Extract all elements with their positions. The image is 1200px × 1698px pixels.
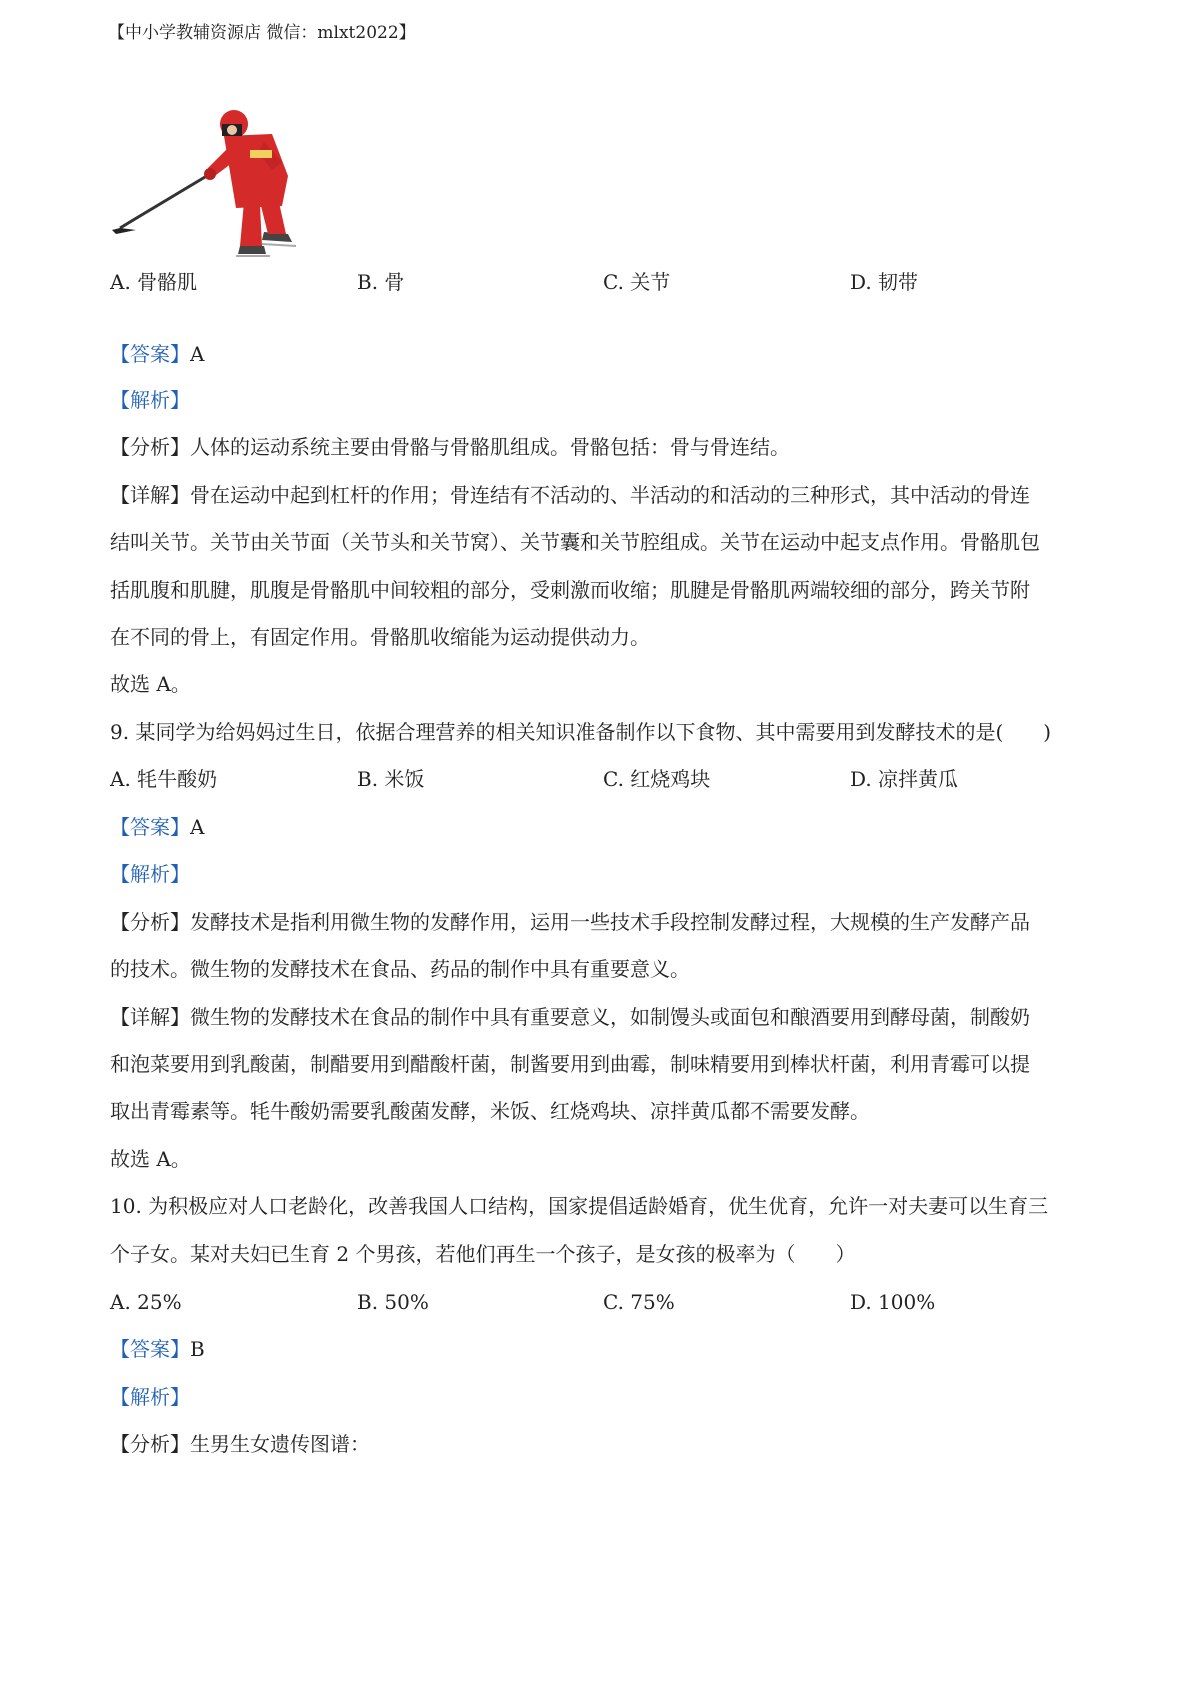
q10-option-a: A. 25% bbox=[110, 1290, 182, 1314]
q9-xiangjie-line: 【详解】微生物的发酵技术在食品的制作中具有重要意义，如制馒头或面包和酿酒要用到酵母菌，制酸奶 bbox=[110, 1005, 1030, 1029]
q8-xiangjie-line: 在不同的骨上，有固定作用。骨骼肌收缩能为运动提供动力。 bbox=[110, 625, 650, 649]
answer-value: B bbox=[190, 1337, 205, 1361]
q9-option-c: C. 红烧鸡块 bbox=[603, 767, 711, 791]
q9-fenxi-line: 的技术。微生物的发酵技术在食品、药品的制作中具有重要意义。 bbox=[110, 957, 690, 981]
answer-tag: 【答案】 bbox=[110, 342, 190, 366]
q9-conclusion: 故选 A。 bbox=[110, 1147, 191, 1171]
q10-question-line: 10. 为积极应对人口老龄化，改善我国人口结构，国家提倡适龄婚育，优生优育，允许一对夫妻可以生育三 bbox=[110, 1194, 1049, 1218]
q8-xiangjie-line: 【详解】骨在运动中起到杠杆的作用；骨连结有不活动的、半活动的和活动的三种形式，其中活动的骨连 bbox=[110, 483, 1030, 507]
q10-analysis-tag: 【解析】 bbox=[110, 1385, 190, 1409]
q8-option-b: B. 骨 bbox=[357, 270, 405, 294]
q8-xiangjie-line: 结叫关节。关节由关节面（关节头和关节窝）、关节囊和关节腔组成。关节在运动中起支点作用。骨骼肌包 bbox=[110, 530, 1040, 554]
q8-option-c: C. 关节 bbox=[603, 270, 671, 294]
q10-answer bbox=[110, 1335, 205, 1363]
q8-answer bbox=[110, 340, 204, 368]
q10-fenxi: 【分析】生男生女遗传图谱： bbox=[110, 1432, 370, 1456]
q8-conclusion: 故选 A。 bbox=[110, 672, 191, 696]
q10-question-line: 个子女。某对夫妇已生育 2 个男孩，若他们再生一个孩子，是女孩的极率为（ ） bbox=[110, 1242, 856, 1266]
q8-fenxi: 【分析】人体的运动系统主要由骨骼与骨骼肌组成。骨骼包括：骨与骨连结。 bbox=[110, 435, 790, 459]
q9-xiangjie-line: 和泡菜要用到乳酸菌，制醋要用到醋酸杆菌，制酱要用到曲霉，制味精要用到棒状杆菌，利用青霉可以提 bbox=[110, 1052, 1030, 1076]
q8-option-d: D. 韧带 bbox=[850, 270, 919, 294]
answer-value: A bbox=[190, 815, 205, 839]
q10-option-b: B. 50% bbox=[357, 1290, 429, 1314]
q8-xiangjie-line: 括肌腹和肌腱，肌腹是骨骼肌中间较粗的部分，受刺激而收缩；肌腱是骨骼肌两端较细的部分，跨关节附 bbox=[110, 578, 1030, 602]
q9-analysis-tag: 【解析】 bbox=[110, 862, 190, 886]
q9-option-b: B. 米饭 bbox=[357, 767, 425, 791]
q8-analysis-tag: 【解析】 bbox=[110, 388, 190, 412]
answer-tag: 【答案】 bbox=[110, 1337, 190, 1361]
watermark: 【中小学教辅资源店 微信：mlxt2022】 bbox=[108, 23, 416, 43]
hockey-player-image bbox=[112, 106, 322, 266]
q9-question: 9. 某同学为给妈妈过生日，依据合理营养的相关知识准备制作以下食物、其中需要用到发酵技术的是( ) bbox=[110, 720, 1052, 744]
answer-tag: 【答案】 bbox=[110, 815, 190, 839]
q9-answer bbox=[110, 813, 204, 841]
q9-xiangjie-line: 取出青霉素等。牦牛酸奶需要乳酸菌发酵，米饭、红烧鸡块、凉拌黄瓜都不需要发酵。 bbox=[110, 1099, 870, 1123]
q10-option-c: C. 75% bbox=[603, 1290, 675, 1314]
q10-option-d: D. 100% bbox=[850, 1290, 936, 1314]
q9-fenxi-line: 【分析】发酵技术是指利用微生物的发酵作用，运用一些技术手段控制发酵过程，大规模的生产发酵产品 bbox=[110, 910, 1030, 934]
q9-option-a: A. 牦牛酸奶 bbox=[110, 767, 218, 791]
q8-option-a: A. 骨骼肌 bbox=[110, 270, 198, 294]
q9-option-d: D. 凉拌黄瓜 bbox=[850, 767, 959, 791]
answer-value: A bbox=[190, 342, 205, 366]
